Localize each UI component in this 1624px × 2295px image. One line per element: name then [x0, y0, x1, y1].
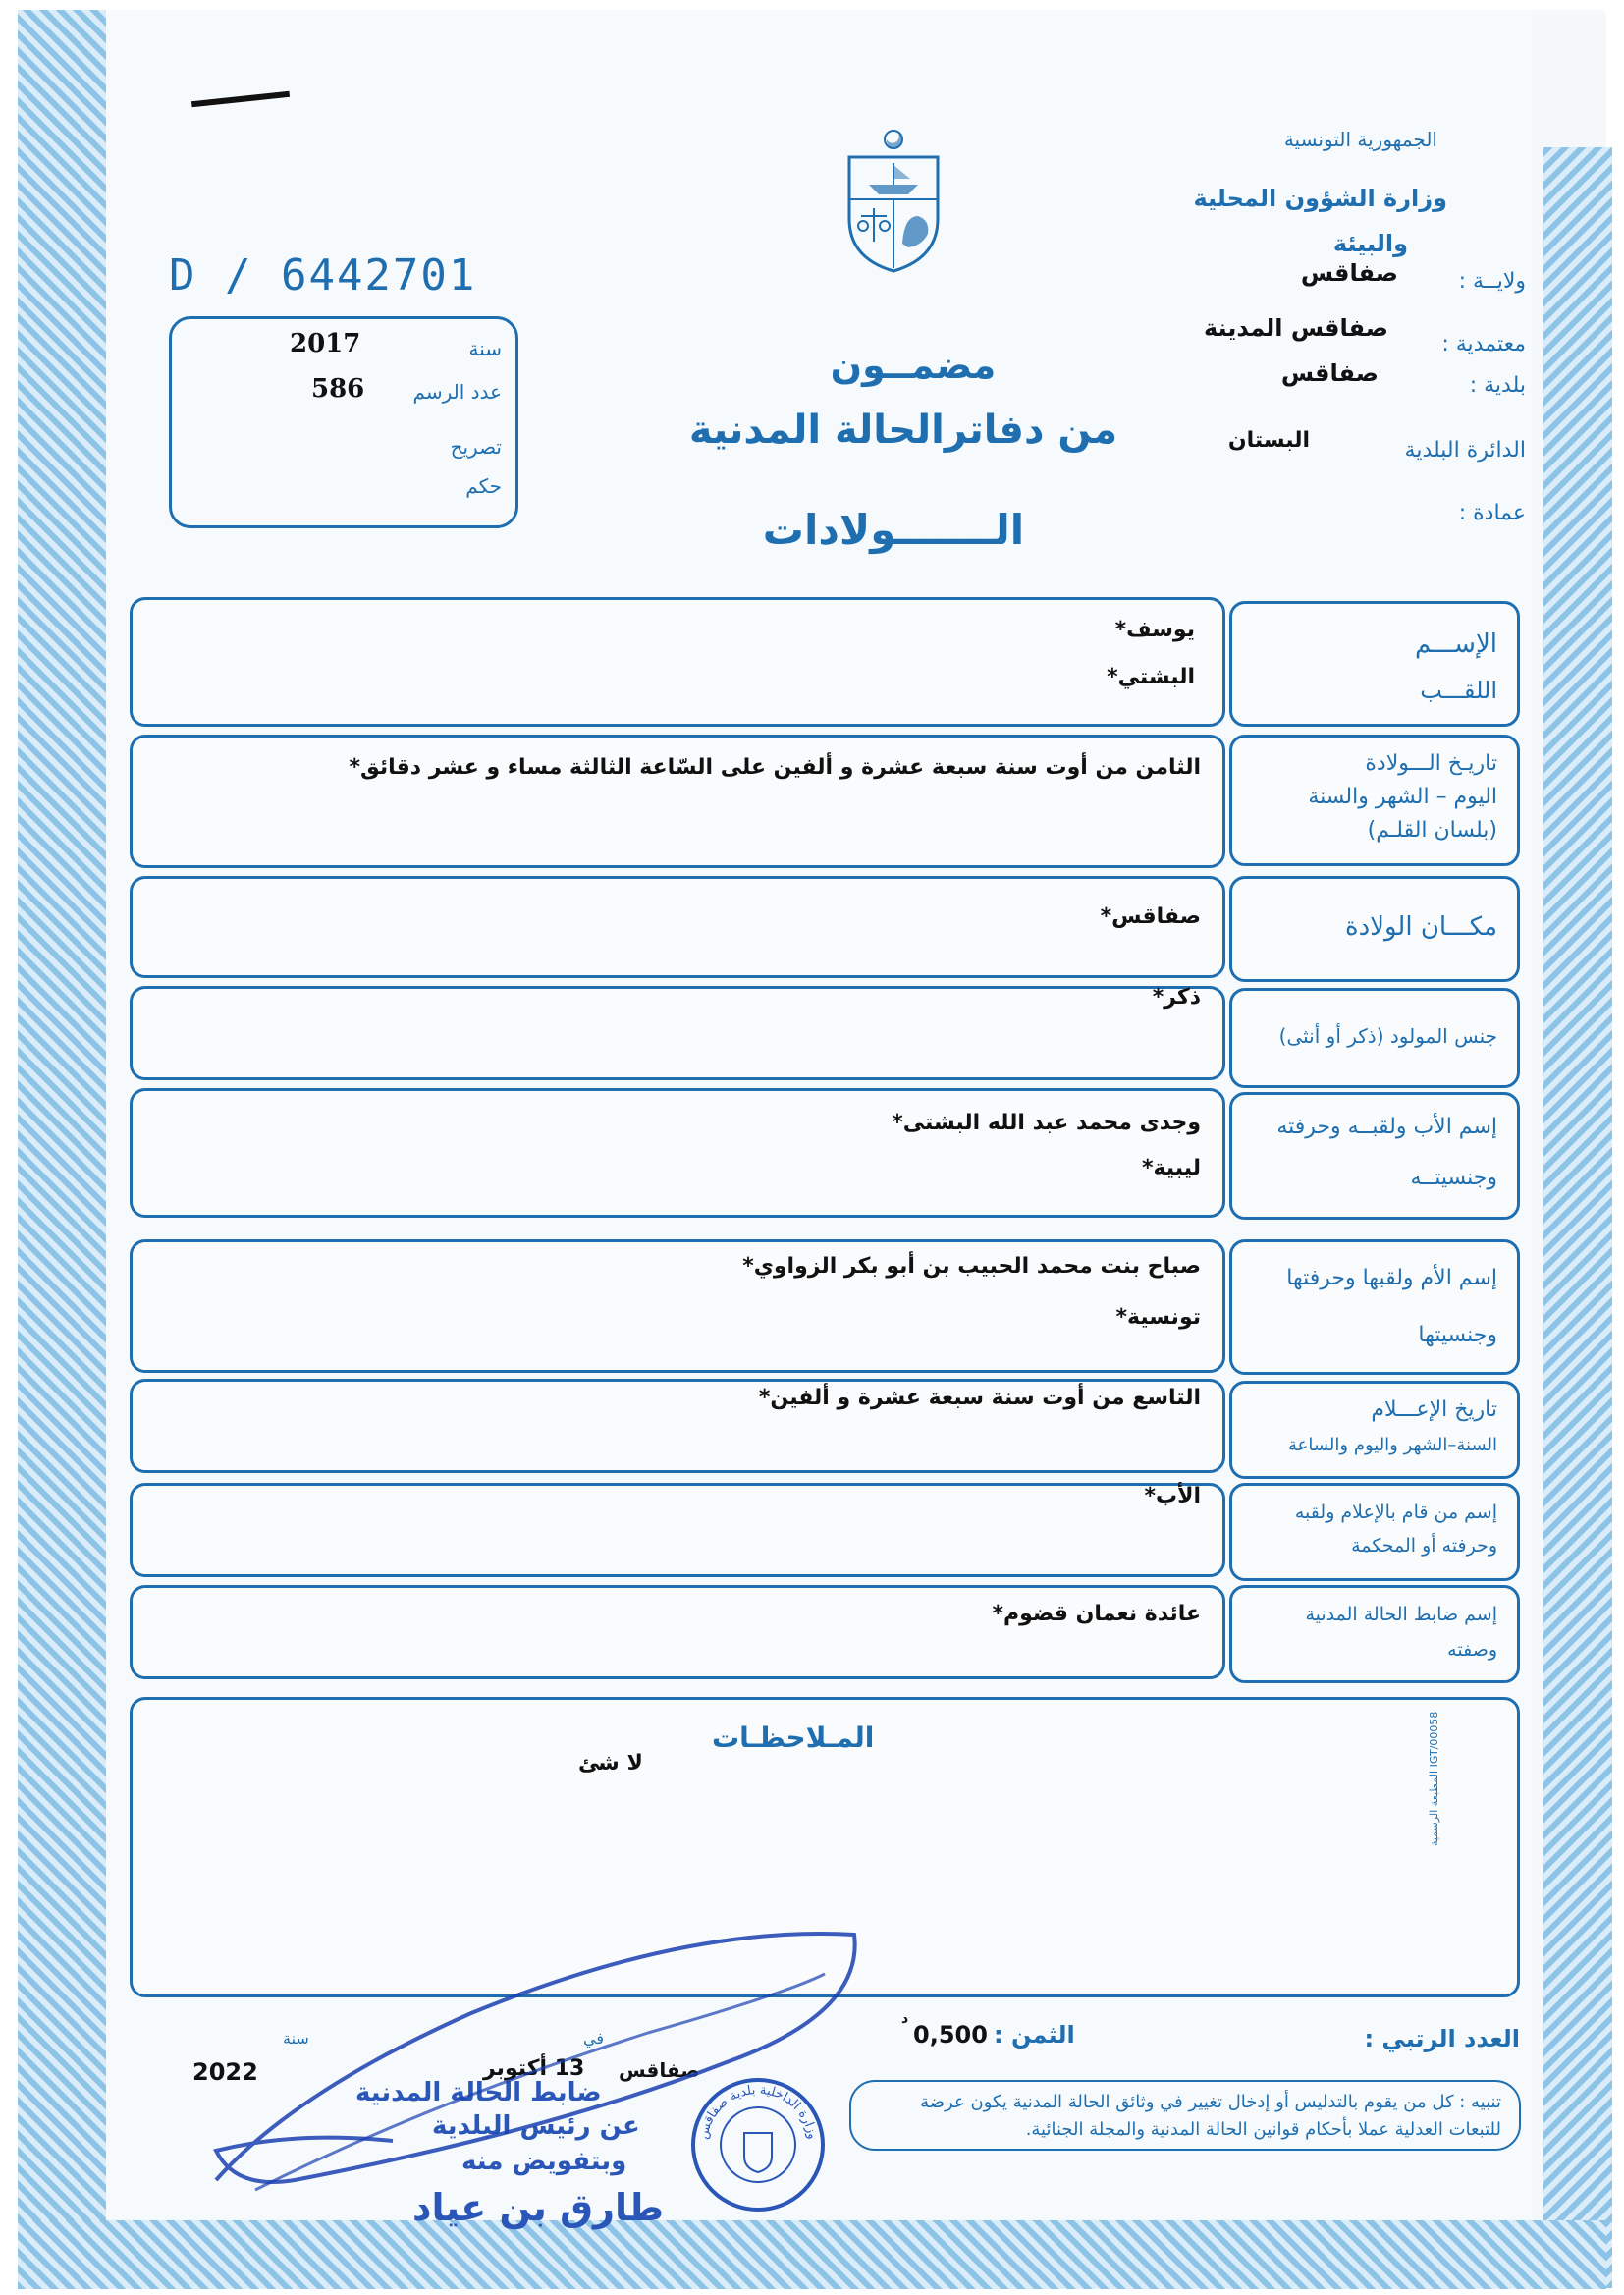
ministry-line2: والبيئة [1332, 230, 1408, 257]
declarant-value: الأب* [1144, 1484, 1201, 1508]
birthdate-label-1: تاريـخ الـــولادة [1365, 751, 1497, 776]
name-value: يوسف* [1114, 618, 1195, 642]
sex-label: جنس المولود (ذكر أو أنثى) [1278, 1024, 1497, 1048]
declaration-date-label-box [1229, 1381, 1520, 1479]
baladia-label: بلدية : [1469, 373, 1526, 398]
price-value: 0,500 [913, 2021, 988, 2049]
svg-text:وزارة الداخلية بلدية صفاقس [696, 2083, 820, 2141]
name-label-box [1229, 601, 1520, 727]
baladia-value: صفاقس [1280, 359, 1379, 387]
ministry-line1: وزارة الشؤون المحلية [1193, 185, 1447, 212]
surname-value: البشتي* [1107, 665, 1195, 689]
motamadia-value: صفاقس المدينة [1203, 314, 1388, 342]
father-label-box [1229, 1092, 1520, 1220]
birthdate-label-box [1229, 735, 1520, 866]
legal-notice-box [849, 2080, 1521, 2151]
decorative-border-right [1543, 147, 1612, 2288]
mother-value-1: صباح بنت محمد الحبيب بن أبو بكر الزواوي* [742, 1254, 1201, 1279]
remarks-label: المـلاحظـات [712, 1721, 875, 1754]
name-value-box [130, 597, 1225, 727]
stamp-text: وزارة الداخلية بلدية صفاقس [695, 2082, 820, 2141]
in-label: في [583, 2029, 604, 2048]
year-label: سنة [283, 2029, 309, 2048]
birthplace-label-box [1229, 876, 1520, 982]
father-label-1: إسم الأب ولقبــه وحرفته [1276, 1115, 1497, 1139]
father-value-1: وجدى محمد عبد الله البشتى* [892, 1111, 1201, 1135]
decorative-border-left [18, 10, 106, 2288]
officer-value: عائدة نعمان قضوم* [992, 1602, 1201, 1626]
document-title-births: الـــــــولادات [762, 506, 1025, 554]
mother-value-2: تونسية* [1115, 1305, 1201, 1330]
declaration-date-value: التاسع من أوت سنة سبعة عشرة و ألفين* [758, 1386, 1201, 1410]
signature-title: ضابط الحالة المدنية [355, 2078, 602, 2107]
name-label: الإســـم [1415, 629, 1497, 659]
daira-value: البستان [1227, 428, 1310, 453]
declarant-value-box [130, 1483, 1225, 1577]
mother-label-1: إسم الأم ولقبها وحرفتها [1286, 1266, 1497, 1290]
register-year-label: سنة [468, 337, 502, 360]
motamadia-label: معتمدية : [1441, 332, 1526, 356]
tunisia-coat-of-arms-icon [839, 126, 947, 273]
printer-mark: المطبعة الرسمية IGT/00058 [1428, 1711, 1440, 1846]
legal-notice-line2: للتبعات العدلية عملا بأحكام قوانين الحالة المدنية والمجلة الجنائية. [1025, 2119, 1501, 2140]
officer-label-box [1229, 1585, 1520, 1683]
birthplace-value: صفاقس* [1100, 904, 1201, 929]
birthplace-value-box [130, 876, 1225, 978]
price-unit: د [901, 2011, 909, 2027]
remarks-value: لا شئ [578, 1751, 643, 1776]
issue-day-month: 13 أكتوبر [483, 2056, 585, 2081]
declarant-label-2: وحرفته أو المحكمة [1351, 1535, 1497, 1557]
declaration-date-label-2: السنة–الشهر واليوم والساعة [1287, 1435, 1497, 1455]
birthplace-label: مكـــان الولادة [1344, 912, 1497, 942]
declaration-date-label-1: تاريخ الإعـــلام [1371, 1397, 1497, 1422]
birthdate-value-box [130, 735, 1225, 868]
father-label-2: وجنسيتــه [1410, 1166, 1497, 1190]
wilaya-value: صفاقس [1300, 259, 1398, 287]
legal-notice-line1: تنبيه : كل من يقوم بالتدليس أو إدخال تغيير في وثائق الحالة المدنية يكون عرضة [920, 2092, 1501, 2112]
surname-label: اللقـــب [1420, 677, 1497, 704]
document-title-registers: من دفاترالحالة المدنية [688, 408, 1118, 453]
mother-label-box [1229, 1239, 1520, 1375]
signature-line2: عن رئيس البلدية [432, 2111, 640, 2141]
declaration-date-value-box [130, 1379, 1225, 1473]
birthdate-label-2: اليوم – الشهر والسنة [1308, 785, 1497, 809]
father-value-box [130, 1088, 1225, 1218]
issue-year: 2022 [192, 2058, 258, 2086]
officer-value-box [130, 1585, 1225, 1679]
register-box [169, 316, 518, 528]
municipality-stamp [687, 2074, 830, 2216]
sex-value: ذكر* [1152, 985, 1201, 1010]
serial-order-label: العدد الرتبي : [1364, 2025, 1520, 2052]
serial-number: D / 6442701 [169, 250, 477, 301]
wilaya-label: ولايــة : [1458, 269, 1526, 294]
birthdate-value: الثامن من أوت سنة سبعة عشرة و ألفين على السّاعة الثالثة مساء و عشر دقائق* [349, 755, 1201, 780]
signature-line3: وبتفويض منه [461, 2147, 627, 2176]
officer-label-2: وصفته [1447, 1639, 1497, 1661]
republic-name: الجمهورية التونسية [1283, 128, 1437, 151]
father-value-2: ليبية* [1141, 1156, 1201, 1180]
daira-label: الدائرة البلدية [1404, 438, 1526, 463]
register-judgment-label: حكم [465, 474, 502, 498]
declarant-label-1: إسم من قام بالإعلام ولقبه [1294, 1502, 1497, 1523]
register-number-label: عدد الرسم [412, 380, 502, 404]
mother-label-2: وجنسيتها [1418, 1323, 1497, 1347]
issue-place: صفاقس [619, 2058, 700, 2082]
sex-label-box [1229, 988, 1520, 1088]
officer-label-1: إسم ضابط الحالة المدنية [1305, 1604, 1497, 1625]
register-year-value: 2017 [290, 329, 361, 358]
imada-label: عمادة : [1458, 501, 1526, 525]
register-number-value: 586 [311, 374, 365, 404]
sex-value-box [130, 986, 1225, 1080]
mother-value-box [130, 1239, 1225, 1373]
birthdate-label-3: (بلسان القلـم) [1367, 818, 1497, 843]
register-declaration-label: تصريح [450, 435, 502, 459]
signature-name: طارق بن عياد [412, 2186, 665, 2229]
document-title-extract: مضمــون [830, 344, 997, 387]
decorative-border-bottom [18, 2220, 1606, 2289]
declarant-label-box [1229, 1483, 1520, 1581]
price-label: الثمن : [994, 2021, 1075, 2049]
